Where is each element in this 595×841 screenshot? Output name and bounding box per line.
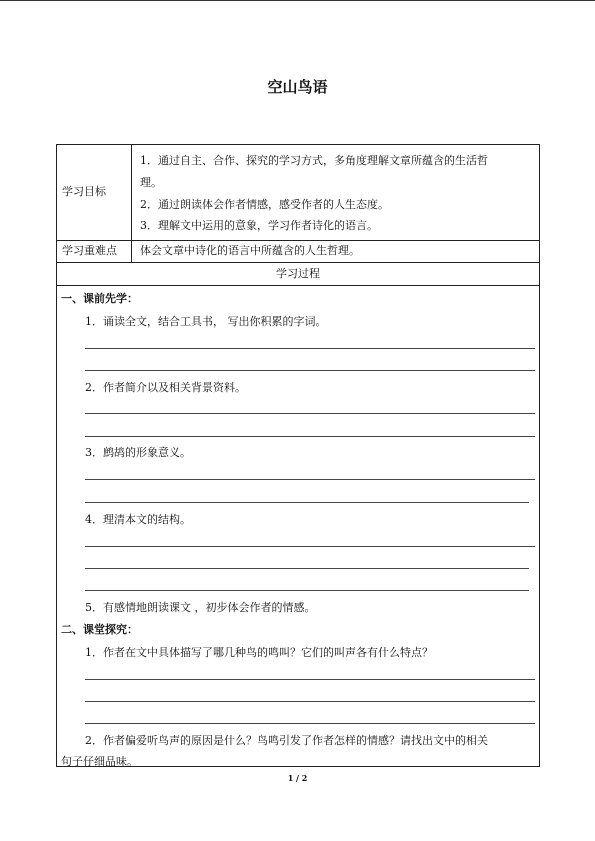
answer-line: [85, 546, 535, 547]
column-divider: [131, 145, 132, 262]
answer-line: [85, 479, 535, 480]
answer-line: [85, 370, 535, 371]
row-divider: [57, 240, 539, 241]
answer-line: [85, 413, 535, 414]
section2-question-continued: 句子仔细品味。: [61, 755, 138, 768]
answer-line: [85, 590, 529, 591]
page-top-rule: [0, 0, 595, 1]
objective-item: 理。: [140, 176, 162, 189]
key-points-label: 学习重难点: [62, 244, 117, 257]
answer-line: [85, 502, 529, 503]
section1-heading: 一、课前先学：: [61, 292, 138, 305]
page-title: 空山鸟语: [267, 78, 328, 96]
answer-line: [85, 701, 535, 702]
study-plan-table: [56, 144, 540, 767]
objective-item: 1．通过自主、合作、探究的学习方式，多角度理解文章所蕴含的生活哲: [140, 154, 488, 167]
answer-line: [85, 679, 535, 680]
section1-question: 5．有感情地朗读课文 ，初步体会作者的情感。: [85, 601, 316, 614]
key-points-text: 体会文章中诗化的语言中所蕴含的人生哲理。: [140, 244, 360, 257]
objective-item: 3．理解文中运用的意象，学习作者诗化的语言。: [140, 219, 378, 232]
answer-line: [85, 723, 535, 724]
row-divider: [57, 285, 539, 286]
section2-question: 2．作者偏爱听鸟声的原因是什么？鸟鸣引发了作者怎样的情感？请找出文中的相关: [85, 734, 488, 747]
objective-item: 2．通过朗读体会作者情感，感受作者的人生态度。: [140, 198, 389, 211]
answer-line: [85, 436, 535, 437]
section1-question: 3．鹧鸪的形象意义。: [85, 446, 191, 459]
section1-question: 2．作者简介以及相关背景资料。: [85, 381, 246, 394]
section1-question: 1．诵读全文，结合工具书， 写出你积累的字词。: [85, 315, 327, 328]
row-divider: [57, 262, 539, 263]
answer-line: [85, 348, 535, 349]
answer-line: [85, 568, 529, 569]
section2-heading: 二、课堂探究：: [61, 623, 138, 636]
process-header: 学习过程: [276, 267, 320, 280]
page-number: 1 / 2: [287, 773, 308, 783]
section2-question: 1．作者在文中具体描写了哪几种鸟的鸣叫？它们的叫声各有什么特点？: [85, 646, 433, 659]
section1-question: 4．理清本文的结构。: [85, 513, 191, 526]
objectives-label: 学习目标: [62, 185, 106, 198]
